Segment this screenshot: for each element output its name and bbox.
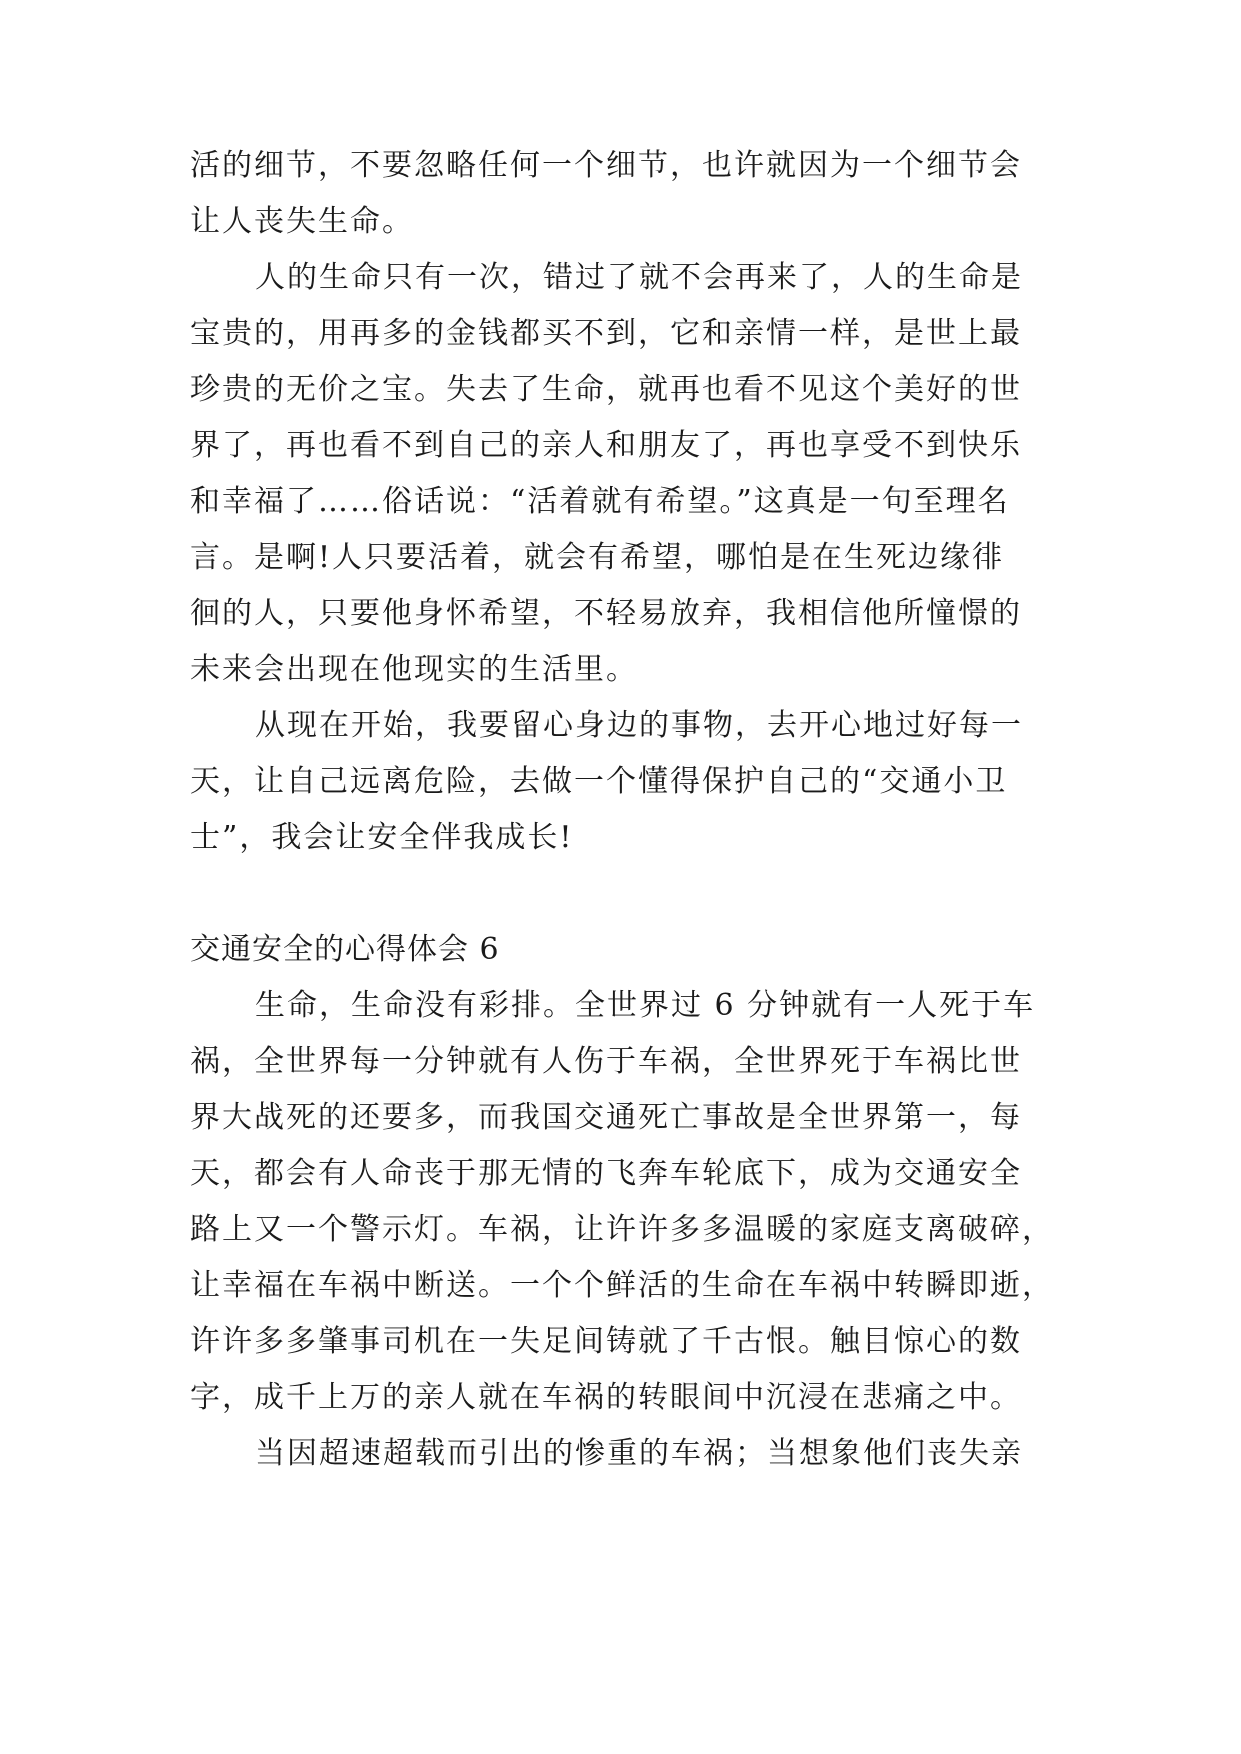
paragraph-first-line: 从现在开始，我要留心身边的事物，去开心地过好每一 xyxy=(255,708,1023,743)
text-line: 士”，我会让安全伴我成长! xyxy=(190,820,574,855)
text-line: 宝贵的，用再多的金钱都买不到，它和亲情一样，是世上最 xyxy=(190,316,1022,351)
text-line: 字，成千上万的亲人就在车祸的转眼间中沉浸在悲痛之中。 xyxy=(190,1380,1022,1415)
paragraph-first-line: 人的生命只有一次，错过了就不会再来了，人的生命是 xyxy=(255,260,1023,295)
text-line: 让幸福在车祸中断送。一个个鲜活的生命在车祸中转瞬即逝， xyxy=(190,1268,1054,1303)
text-line: 让人丧失生命。 xyxy=(190,204,414,239)
text-line: 界大战死的还要多，而我国交通死亡事故是全世界第一，每 xyxy=(190,1100,1022,1135)
text-line: 界了，再也看不到自己的亲人和朋友了，再也享受不到快乐 xyxy=(190,428,1022,463)
text-line: 和幸福了……俗话说：“活着就有希望。”这真是一句至理名 xyxy=(190,484,1010,519)
text-line: 许许多多肇事司机在一失足间铸就了千古恨。触目惊心的数 xyxy=(190,1324,1022,1359)
paragraph-first-line: 生命，生命没有彩排。全世界过 6 分钟就有一人死于车 xyxy=(255,988,1036,1023)
text-line: 活的细节，不要忽略任何一个细节，也许就因为一个细节会 xyxy=(190,148,1022,183)
paragraph-first-line: 当因超速超载而引出的惨重的车祸；当想象他们丧失亲 xyxy=(255,1436,1023,1471)
text-line: 言。是啊!人只要活着，就会有希望，哪怕是在生死边缘徘 xyxy=(190,540,1005,575)
text-line: 徊的人，只要他身怀希望，不轻易放弃，我相信他所憧憬的 xyxy=(190,596,1022,631)
text-line: 天，让自己远离危险，去做一个懂得保护自己的“交通小卫 xyxy=(190,764,1008,799)
text-line: 珍贵的无价之宝。失去了生命，就再也看不见这个美好的世 xyxy=(190,372,1022,407)
section-heading: 交通安全的心得体会 6 xyxy=(190,932,500,967)
text-line: 未来会出现在他现实的生活里。 xyxy=(190,652,638,687)
text-line: 祸，全世界每一分钟就有人伤于车祸，全世界死于车祸比世 xyxy=(190,1044,1022,1079)
text-line: 路上又一个警示灯。车祸，让许许多多温暖的家庭支离破碎， xyxy=(190,1212,1054,1247)
text-line: 天，都会有人命丧于那无情的飞奔车轮底下，成为交通安全 xyxy=(190,1156,1022,1191)
